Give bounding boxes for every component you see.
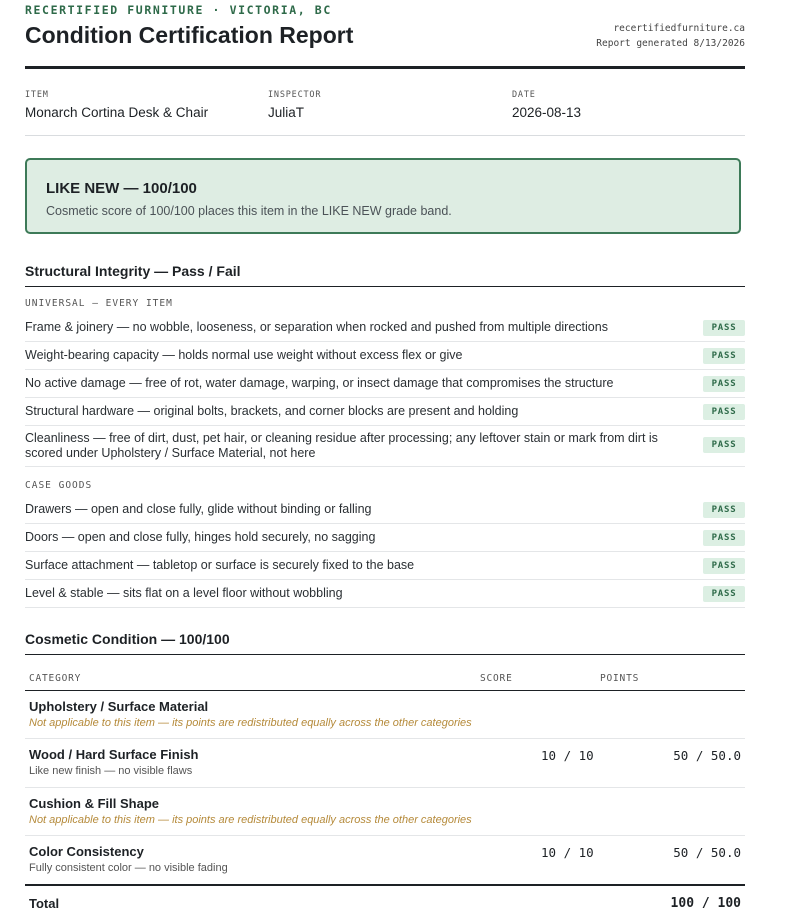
pass-badge: PASS <box>703 348 745 364</box>
check-row <box>25 398 745 426</box>
structural-divider <box>25 286 745 287</box>
category-note: Not applicable to this item — its points are redistributed equally across the other categories <box>29 814 472 826</box>
structural-title: Structural Integrity — Pass / Fail <box>25 263 241 279</box>
meta-date <box>512 90 581 120</box>
check-row <box>25 426 745 467</box>
total-value: 100 / 100 <box>670 896 741 911</box>
category-name: Cushion & Fill Shape <box>29 796 160 811</box>
pass-badge: PASS <box>703 320 745 336</box>
check-text: Level & stable — sits flat on a level floor without wobbling <box>25 586 343 600</box>
category-name: Color Consistency <box>29 844 144 859</box>
table-row <box>25 739 745 788</box>
site-link[interactable]: recertifiedfurniture.ca <box>613 23 745 34</box>
check-row <box>25 342 745 370</box>
category-points: 50 / 50.0 <box>673 748 741 763</box>
report-generated: Report generated 8/13/2026 <box>596 38 745 49</box>
check-text: Weight-bearing capacity — holds normal use weight without excess flex or give <box>25 348 463 362</box>
category-points: 50 / 50.0 <box>673 845 741 860</box>
header-divider <box>25 66 745 69</box>
category-score: 10 / 10 <box>541 748 594 763</box>
pass-badge: PASS <box>703 502 745 518</box>
check-text: Cleanliness — free of dirt, dust, pet hair, or cleaning residue after processing; any leftover stain or mark from dirt is scored under Upholstery / Surface Material, not here <box>25 431 658 460</box>
pass-badge: PASS <box>703 558 745 574</box>
grade-title: LIKE NEW — 100/100 <box>46 180 197 197</box>
cosmetic-title: Cosmetic Condition — 100/100 <box>25 631 230 647</box>
total-divider <box>25 884 745 886</box>
check-row <box>25 524 745 552</box>
pass-badge: PASS <box>703 530 745 546</box>
table-row <box>25 836 745 882</box>
category-note: Like new finish — no visible flaws <box>29 765 193 777</box>
table-row <box>25 691 745 739</box>
col-score: SCORE <box>480 673 513 684</box>
category-name: Wood / Hard Surface Finish <box>29 747 199 762</box>
check-row <box>25 552 745 580</box>
check-text: Drawers — open and close fully, glide without binding or falling <box>25 502 372 516</box>
col-category: CATEGORY <box>29 673 82 684</box>
category-score: 10 / 10 <box>541 845 594 860</box>
meta-item <box>25 90 208 120</box>
brand-label: RECERTIFIED FURNITURE · VICTORIA, BC <box>25 3 332 17</box>
item-label: ITEM <box>25 90 49 100</box>
check-text: No active damage — free of rot, water damage, warping, or insect damage that compromises the structure <box>25 376 614 390</box>
meta-inspector <box>268 90 321 120</box>
col-points: POINTS <box>600 673 640 684</box>
check-row <box>25 370 745 398</box>
pass-badge: PASS <box>703 437 745 453</box>
category-note: Fully consistent color — no visible fading <box>29 862 228 874</box>
grade-description: Cosmetic score of 100/100 places this item in the LIKE NEW grade band. <box>46 204 452 218</box>
cosmetic-divider <box>25 654 745 655</box>
pass-badge: PASS <box>703 404 745 420</box>
case-goods-subhead: CASE GOODS <box>25 480 93 491</box>
check-row <box>25 314 745 342</box>
item-value: Monarch Cortina Desk & Chair <box>25 105 209 120</box>
table-row <box>25 788 745 836</box>
grade-banner <box>25 158 741 234</box>
check-text: Frame & joinery — no wobble, looseness, or separation when rocked and pushed from multiple directions <box>25 320 608 334</box>
check-row <box>25 580 745 608</box>
check-text: Surface attachment — tabletop or surface is securely fixed to the base <box>25 558 415 572</box>
check-text: Structural hardware — original bolts, brackets, and corner blocks are present and holding <box>25 404 519 418</box>
meta-divider <box>25 135 745 136</box>
pass-badge: PASS <box>703 376 745 392</box>
date-label: DATE <box>512 90 536 100</box>
check-row <box>25 496 745 524</box>
date-value: 2026-08-13 <box>512 105 582 120</box>
pass-badge: PASS <box>703 586 745 602</box>
universal-subhead: UNIVERSAL — EVERY ITEM <box>25 298 173 309</box>
category-note: Not applicable to this item — its points are redistributed equally across the other categories <box>29 717 472 729</box>
inspector-value: JuliaT <box>268 105 305 120</box>
page-title: Condition Certification Report <box>25 22 354 48</box>
inspector-label: INSPECTOR <box>268 90 322 100</box>
total-label: Total <box>29 896 60 911</box>
category-name: Upholstery / Surface Material <box>29 699 209 714</box>
check-text: Doors — open and close fully, hinges hold securely, no sagging <box>25 530 376 544</box>
